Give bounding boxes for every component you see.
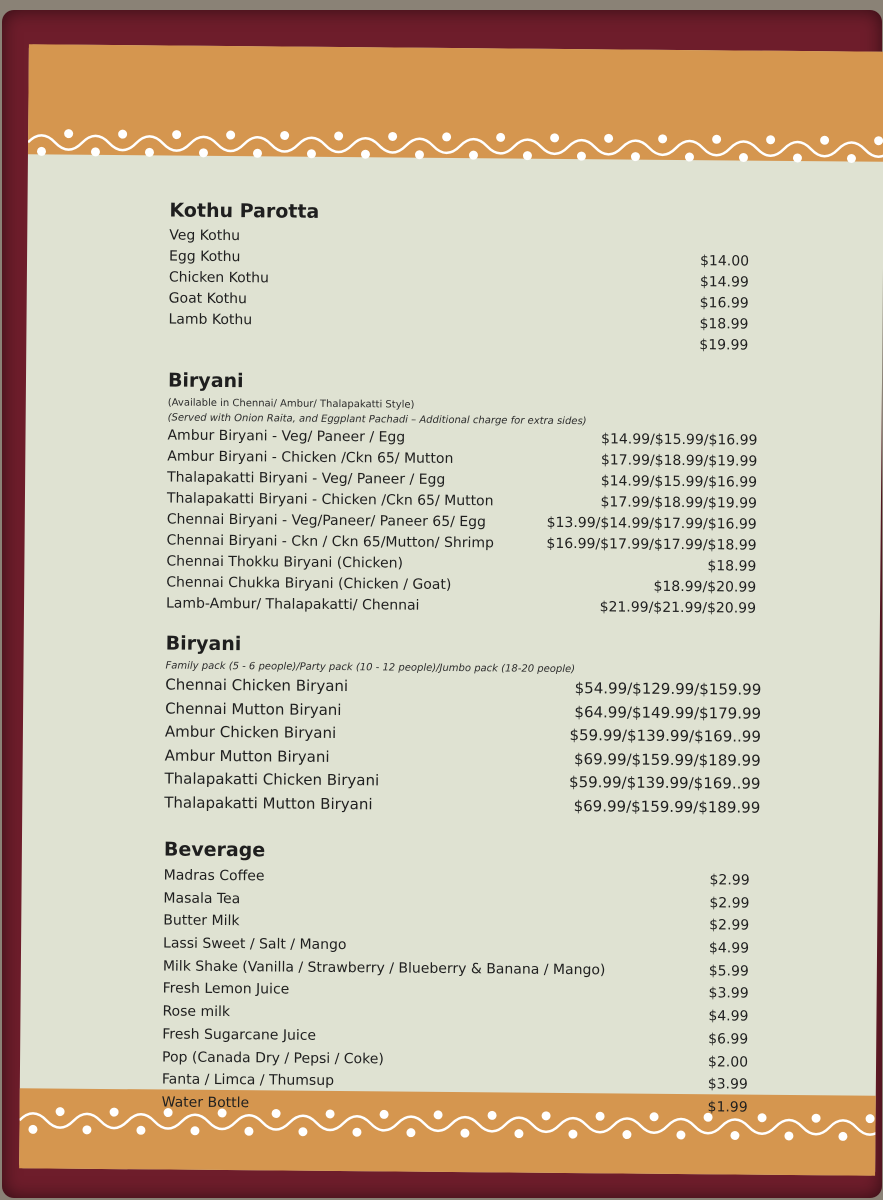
ornament-dot <box>523 151 532 160</box>
menu-item-name: Chicken Kothu <box>168 269 270 287</box>
menu-item-price: $3.99 <box>708 985 749 1003</box>
menu-item-price: $59.99/$139.99/$169..99 <box>569 773 761 793</box>
menu-item-name: Water Bottle <box>161 1094 250 1112</box>
menu-item-name: Veg Kothu <box>169 227 241 245</box>
ornament-dot <box>352 1128 361 1137</box>
ornament-dot <box>56 1107 65 1116</box>
section-note: (Available in Chennai/ Ambur/ Thalapakatti Style) <box>167 397 415 411</box>
section-title: Biryani <box>167 369 244 393</box>
ornament-dot <box>28 1125 37 1134</box>
ornament-dot <box>388 132 397 141</box>
ornament-dot <box>442 132 451 141</box>
kothu-price-list <box>658 251 749 357</box>
ornament-dot <box>676 1130 685 1139</box>
ornament-dot <box>64 129 73 138</box>
ornament-dot <box>226 131 235 140</box>
menu-item-name: Ambur Chicken Biryani <box>164 722 337 742</box>
menu-item-name: Butter Milk <box>163 912 240 930</box>
menu-item-name: Fresh Sugarcane Juice <box>162 1026 317 1044</box>
menu-item-price: $2.00 <box>707 1053 749 1071</box>
ornament-dot <box>136 1126 145 1135</box>
menu-item-price: $69.99/$159.99/$189.99 <box>573 749 761 770</box>
menu-item-name: Thalapakatti Mutton Biryani <box>164 792 373 813</box>
ornament-dot <box>406 1128 415 1137</box>
menu-item-name: Ambur Biryani - Chicken /Ckn 65/ Mutton <box>167 448 454 468</box>
menu-item-price: $14.99/$15.99/$16.99 <box>601 431 758 449</box>
section-title: Biryani <box>165 632 242 656</box>
ornament-dot <box>469 151 478 160</box>
section-note: (Served with Onion Raita, and Eggplant Pachadi – Additional charge for extra sides) <box>167 412 587 428</box>
ornament-dot <box>334 131 343 140</box>
ornament-dot <box>82 1125 91 1134</box>
menu-item-price: $17.99/$18.99/$19.99 <box>600 494 758 512</box>
menu-item-price: $4.99 <box>708 940 750 957</box>
ornament-dot <box>866 1114 875 1123</box>
menu-item-price: $13.99/$14.99/$17.99/$16.99 <box>546 514 757 533</box>
menu-item-price: $18.99/$20.99 <box>653 578 757 596</box>
menu-item-price: $14.00 <box>699 253 750 270</box>
menu-item-price: $54.99/$129.99/$159.99 <box>574 679 762 699</box>
menu-item-name: Chennai Chicken Biryani <box>165 675 349 696</box>
menu-item-price: $14.99/$15.99/$16.99 <box>600 473 758 491</box>
ornament-dot <box>847 154 856 163</box>
ornament-dot <box>730 1131 739 1140</box>
menu-item-price: $69.99/$159.99/$189.99 <box>573 796 761 817</box>
menu-item-name: Chennai Chukka Biryani (Chicken / Goat) <box>166 574 452 593</box>
ornament-dot <box>631 152 640 161</box>
ornament-dot <box>460 1129 469 1138</box>
menu-item-price: $6.99 <box>708 1031 749 1048</box>
section-biryani-packs <box>164 629 762 820</box>
top-decorative-border <box>28 44 883 161</box>
ornament-dot <box>199 148 208 157</box>
menu-item-name: Milk Shake (Vanilla / Strawberry / Blueberry & Banana / Mango) <box>162 958 606 979</box>
ornament-dot <box>577 152 586 161</box>
ornament-dot <box>190 1126 199 1135</box>
ornament-dot <box>253 149 262 158</box>
menu-item-name: Thalapakatti Chicken Biryani <box>164 769 380 790</box>
ornament-dot <box>172 130 181 139</box>
ornament-dot <box>514 1129 523 1138</box>
ornament-dot <box>550 133 559 142</box>
menu-item-price: $18.99 <box>699 316 749 333</box>
menu-item-name: Thalapakatti Biryani - Chicken /Ckn 65/ Mutton <box>166 490 494 510</box>
menu-item-name: Egg Kothu <box>169 248 241 266</box>
ornament-dot <box>685 153 694 162</box>
menu-item-price: $4.99 <box>708 1008 749 1025</box>
ornament-dot <box>280 131 289 140</box>
ornament-dot <box>793 153 802 162</box>
ornament-dot <box>415 150 424 159</box>
menu-item-price: $16.99/$17.99/$17.99/$18.99 <box>546 535 757 554</box>
ornament-dot <box>838 1132 847 1141</box>
ornament-dot <box>766 135 775 144</box>
menu-item-price: $18.99 <box>707 558 757 575</box>
ornament-dot <box>874 136 883 145</box>
menu-item-price: $2.99 <box>709 894 750 912</box>
ornament-dot <box>658 134 667 143</box>
menu-page <box>19 44 883 1175</box>
ornament-dot <box>712 135 721 144</box>
menu-item-price: $64.99/$149.99/$179.99 <box>574 702 762 723</box>
menu-item-price: $5.99 <box>708 963 749 980</box>
menu-item-name: Fresh Lemon Juice <box>162 980 290 999</box>
ornament-dot <box>568 1130 577 1139</box>
menu-item-name: Masala Tea <box>163 890 241 907</box>
menu-holder <box>2 10 882 1198</box>
top-wave-ornament <box>28 122 883 169</box>
ornament-dot <box>307 149 316 158</box>
menu-item-name: Fanta / Limca / Thumsup <box>161 1071 335 1090</box>
ornament-dot <box>496 133 505 142</box>
menu-item-price: $3.99 <box>707 1076 748 1093</box>
ornament-dot <box>361 150 370 159</box>
menu-item-name: Pop (Canada Dry / Pepsi / Coke) <box>162 1048 384 1067</box>
menu-item-name: Goat Kothu <box>168 290 247 308</box>
menu-item-price: $1.99 <box>707 1099 748 1116</box>
menu-item-name: Ambur Biryani - Veg/ Paneer / Egg <box>167 427 406 446</box>
menu-item-price: $17.99/$18.99/$19.99 <box>600 452 758 470</box>
wave-line <box>28 135 883 157</box>
ornament-dot <box>91 147 100 156</box>
menu-item-price: $16.99 <box>699 295 749 312</box>
ornament-dot <box>604 134 613 143</box>
menu-item-name: Madras Coffee <box>163 867 265 885</box>
menu-item-name: Chennai Biryani - Veg/Paneer/ Paneer 65/ Egg <box>166 511 487 531</box>
section-note: Family pack (5 - 6 people)/Party pack (10 - 12 people)/Jumbo pack (18-20 people) <box>165 660 576 676</box>
ornament-dot <box>118 130 127 139</box>
menu-item-price: $19.99 <box>699 337 749 354</box>
menu-item-name: Thalapakatti Biryani - Veg/ Paneer / Egg <box>167 469 446 488</box>
section-beverage <box>162 834 750 1119</box>
menu-content <box>162 196 850 1120</box>
ornament-dot <box>298 1127 307 1136</box>
menu-item-name: Chennai Biryani - Ckn / Ckn 65/Mutton/ Shrimp <box>166 532 494 552</box>
menu-item-price: $59.99/$139.99/$169..99 <box>569 726 761 746</box>
section-title: Beverage <box>163 838 266 862</box>
menu-item-price: $2.99 <box>709 917 750 934</box>
menu-item-name: Lassi Sweet / Salt / Mango <box>163 935 347 954</box>
menu-item-price: $2.99 <box>709 872 750 889</box>
menu-item-name: Lamb-Ambur/ Thalapakatti/ Chennai <box>165 595 420 614</box>
menu-item-name: Ambur Mutton Biryani <box>164 745 330 766</box>
ornament-dot <box>784 1131 793 1140</box>
menu-item-price: $14.99 <box>699 274 749 291</box>
ornament-dot <box>145 148 154 157</box>
menu-item-name: Chennai Thokku Biryani (Chicken) <box>166 553 404 572</box>
menu-item-name: Lamb Kothu <box>168 311 253 329</box>
ornament-dot <box>37 147 46 156</box>
menu-item-name: Chennai Mutton Biryani <box>165 699 342 719</box>
ornament-dot <box>622 1130 631 1139</box>
section-kothu-parotta <box>168 196 849 358</box>
section-biryani <box>166 366 758 620</box>
ornament-dot <box>820 136 829 145</box>
menu-item-price: $21.99/$21.99/$20.99 <box>599 599 757 617</box>
ornament-dot <box>244 1127 253 1136</box>
menu-item-name: Rose milk <box>162 1003 231 1021</box>
ornament-dot <box>739 153 748 162</box>
section-title: Kothu Parotta <box>169 199 320 223</box>
ornament-dot <box>110 1108 119 1117</box>
